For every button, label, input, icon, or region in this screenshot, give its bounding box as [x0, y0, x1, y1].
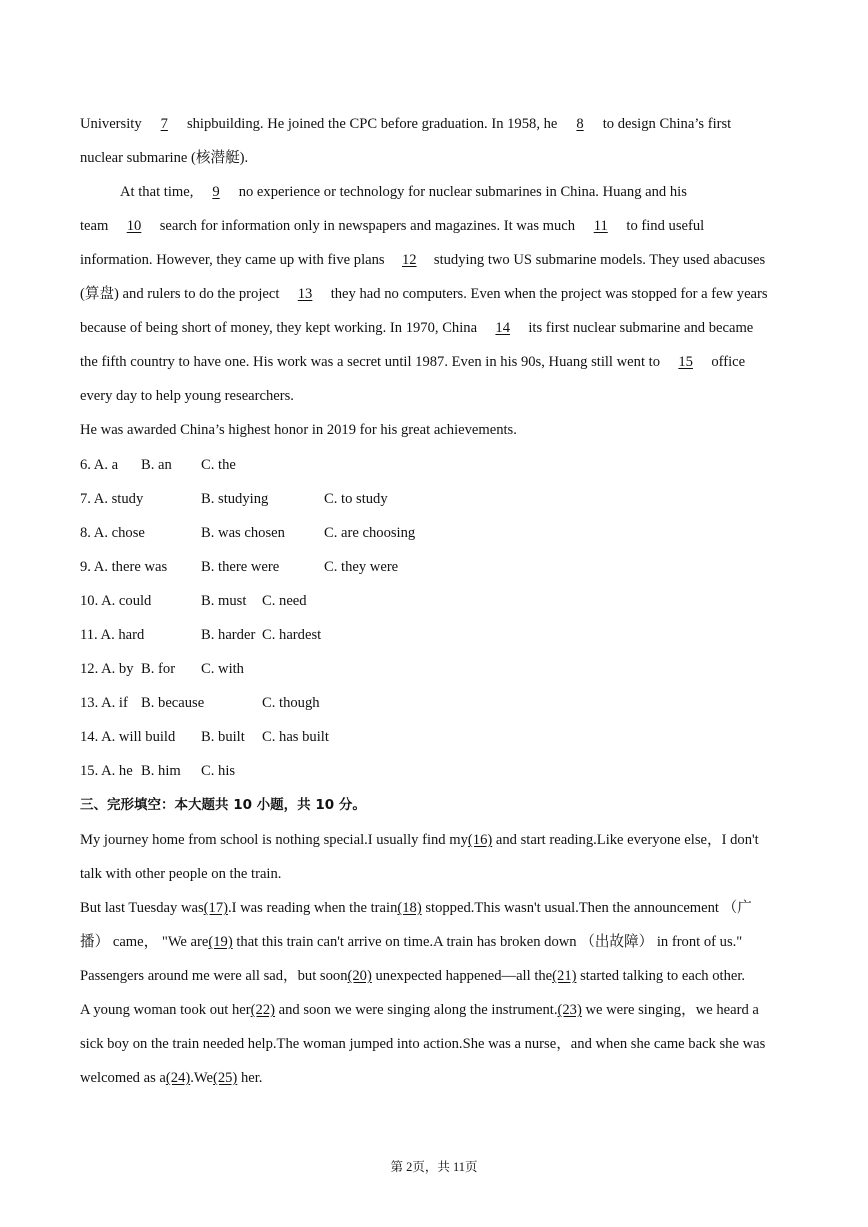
text: and soon we were singing along the instrument. — [274, 1002, 558, 1018]
text: studying two US submarine models. They used abacuses — [433, 252, 766, 268]
text: (算盘) and rulers to do the project — [80, 286, 280, 302]
blank-11: 11 — [593, 218, 608, 234]
blank-7: 7 — [160, 116, 168, 132]
blank-10: 10 — [126, 218, 142, 234]
option-9-c: C. they were — [324, 559, 399, 575]
option-10-c: C. need — [262, 593, 307, 609]
passage1-line-4 — [80, 217, 704, 235]
text: But last Tuesday was — [80, 900, 204, 916]
blank-9: 9 — [212, 184, 220, 200]
blank-22: (22) — [250, 1002, 275, 1018]
passage2-line-4 — [80, 933, 742, 951]
passage1-line-6 — [80, 285, 768, 303]
blank-19: (19) — [208, 934, 233, 950]
blank-14: 14 — [495, 320, 511, 336]
blank-21: (21) — [552, 968, 577, 984]
option-10-a: 10. A. could — [80, 593, 152, 609]
page-footer: 第 2页，共 11页 — [390, 1160, 478, 1174]
option-15-b: B. him — [141, 763, 181, 779]
passage2-line-3 — [80, 899, 752, 917]
option-12-a: 12. A. by — [80, 661, 134, 677]
passage1-line-2: nuclear submarine (核潜艇). — [80, 150, 249, 166]
passage2-line-2: talk with other people on the train. — [80, 866, 282, 882]
blank-15: 15 — [678, 354, 693, 370]
text: .We — [190, 1070, 213, 1086]
option-9-b: B. there were — [201, 559, 280, 575]
passage1-line-8 — [80, 353, 745, 371]
text: to find useful — [626, 218, 705, 234]
option-14-c: C. has built — [262, 729, 329, 745]
option-13-b: B. because — [141, 695, 205, 711]
text: no experience or technology for nuclear submarines in China. Huang and his — [238, 184, 687, 200]
text: started talking to each other. — [576, 968, 746, 984]
option-12-b: B. for — [141, 661, 176, 677]
text: information. However, they came up with five plans — [80, 252, 385, 268]
option-6-a: 6. A. a — [80, 457, 119, 473]
text: and start reading.Like everyone else，I don't — [492, 832, 759, 848]
option-15-c: C. his — [201, 763, 236, 779]
passage1-line-7 — [80, 319, 753, 337]
text: My journey home from school is nothing special.I usually find my — [80, 832, 468, 848]
blank-13: 13 — [297, 286, 313, 302]
option-13-a: 13. A. if — [80, 695, 128, 711]
blank-17: (17) — [203, 900, 228, 916]
text: the fifth country to have one. His work was a secret until 1987. Even in his 90s, Huang still went to — [80, 354, 660, 370]
option-11-a: 11. A. hard — [80, 627, 145, 643]
text: they had no computers. Even when the project was stopped for a few years — [330, 286, 768, 302]
text: University — [80, 116, 142, 132]
text: shipbuilding. He joined the CPC before graduation. In 1958, he — [186, 116, 558, 132]
passage2-line-6 — [80, 1001, 759, 1019]
section-heading: 三、完形填空：本大题共 10 小题，共 10 分。 — [80, 797, 366, 813]
option-7-a: 7. A. study — [80, 491, 144, 507]
blank-8: 8 — [576, 116, 584, 132]
passage2-line-8 — [80, 1069, 262, 1087]
text: At that time, — [120, 184, 194, 200]
option-15-a: 15. A. he — [80, 763, 133, 779]
text: that this train can't arrive on time.A train has broken down （出故障） in front of us." — [232, 934, 743, 950]
text: welcomed as a — [80, 1070, 166, 1086]
text: her. — [237, 1070, 263, 1086]
text: office — [711, 354, 746, 370]
option-10-b: B. must — [201, 593, 247, 609]
text: because of being short of money, they kept working. In 1970, China — [80, 320, 478, 336]
option-8-c: C. are choosing — [324, 525, 416, 541]
passage1-line-9: every day to help young researchers. — [80, 388, 294, 404]
option-7-b: B. studying — [201, 491, 269, 507]
text: its first nuclear submarine and became — [528, 320, 754, 336]
blank-24: (24) — [165, 1070, 191, 1086]
text: to design China’s first — [602, 116, 732, 132]
option-14-a: 14. A. will build — [80, 729, 176, 745]
text: unexpected happened—all the — [371, 968, 553, 984]
text: 播） came， "We are — [80, 934, 209, 950]
option-9-a: 9. A. there was — [80, 559, 168, 575]
text: search for information only in newspapers and magazines. It was much — [159, 218, 576, 234]
passage2-line-1 — [80, 831, 759, 849]
passage1-line-1 — [80, 115, 731, 133]
blank-23: (23) — [557, 1002, 582, 1018]
text: stopped.This wasn't usual.Then the announcement （广 — [421, 900, 752, 916]
blank-16: (16) — [467, 832, 493, 848]
passage2-line-5 — [80, 967, 745, 985]
text: .I was reading when the train — [227, 900, 398, 916]
option-13-c: C. though — [262, 695, 320, 711]
text: team — [80, 218, 109, 234]
option-12-c: C. with — [201, 661, 244, 677]
option-14-b: B. built — [201, 729, 245, 745]
blank-25: (25) — [212, 1070, 238, 1086]
option-11-b: B. harder — [201, 627, 256, 643]
blank-12: 12 — [401, 252, 417, 268]
text: Passengers around me were all sad，but soon — [80, 968, 348, 984]
blank-18: (18) — [397, 900, 422, 916]
text: we were singing，we heard a — [581, 1002, 759, 1018]
passage1-line-3 — [120, 183, 687, 201]
blank-20: (20) — [347, 968, 372, 984]
passage2-line-7: sick boy on the train needed help.The woman jumped into action.She was a nurse，and when she came back she was — [80, 1036, 766, 1052]
option-8-b: B. was chosen — [201, 525, 285, 541]
option-6-c: C. the — [201, 457, 236, 473]
option-11-c: C. hardest — [262, 627, 322, 643]
option-6-b: B. an — [141, 457, 172, 473]
text: A young woman took out her — [80, 1002, 251, 1018]
passage1-line-5 — [80, 251, 765, 269]
option-7-c: C. to study — [324, 491, 388, 507]
option-8-a: 8. A. chose — [80, 525, 145, 541]
passage1-line-10: He was awarded China’s highest honor in 2019 for his great achievements. — [80, 422, 517, 438]
